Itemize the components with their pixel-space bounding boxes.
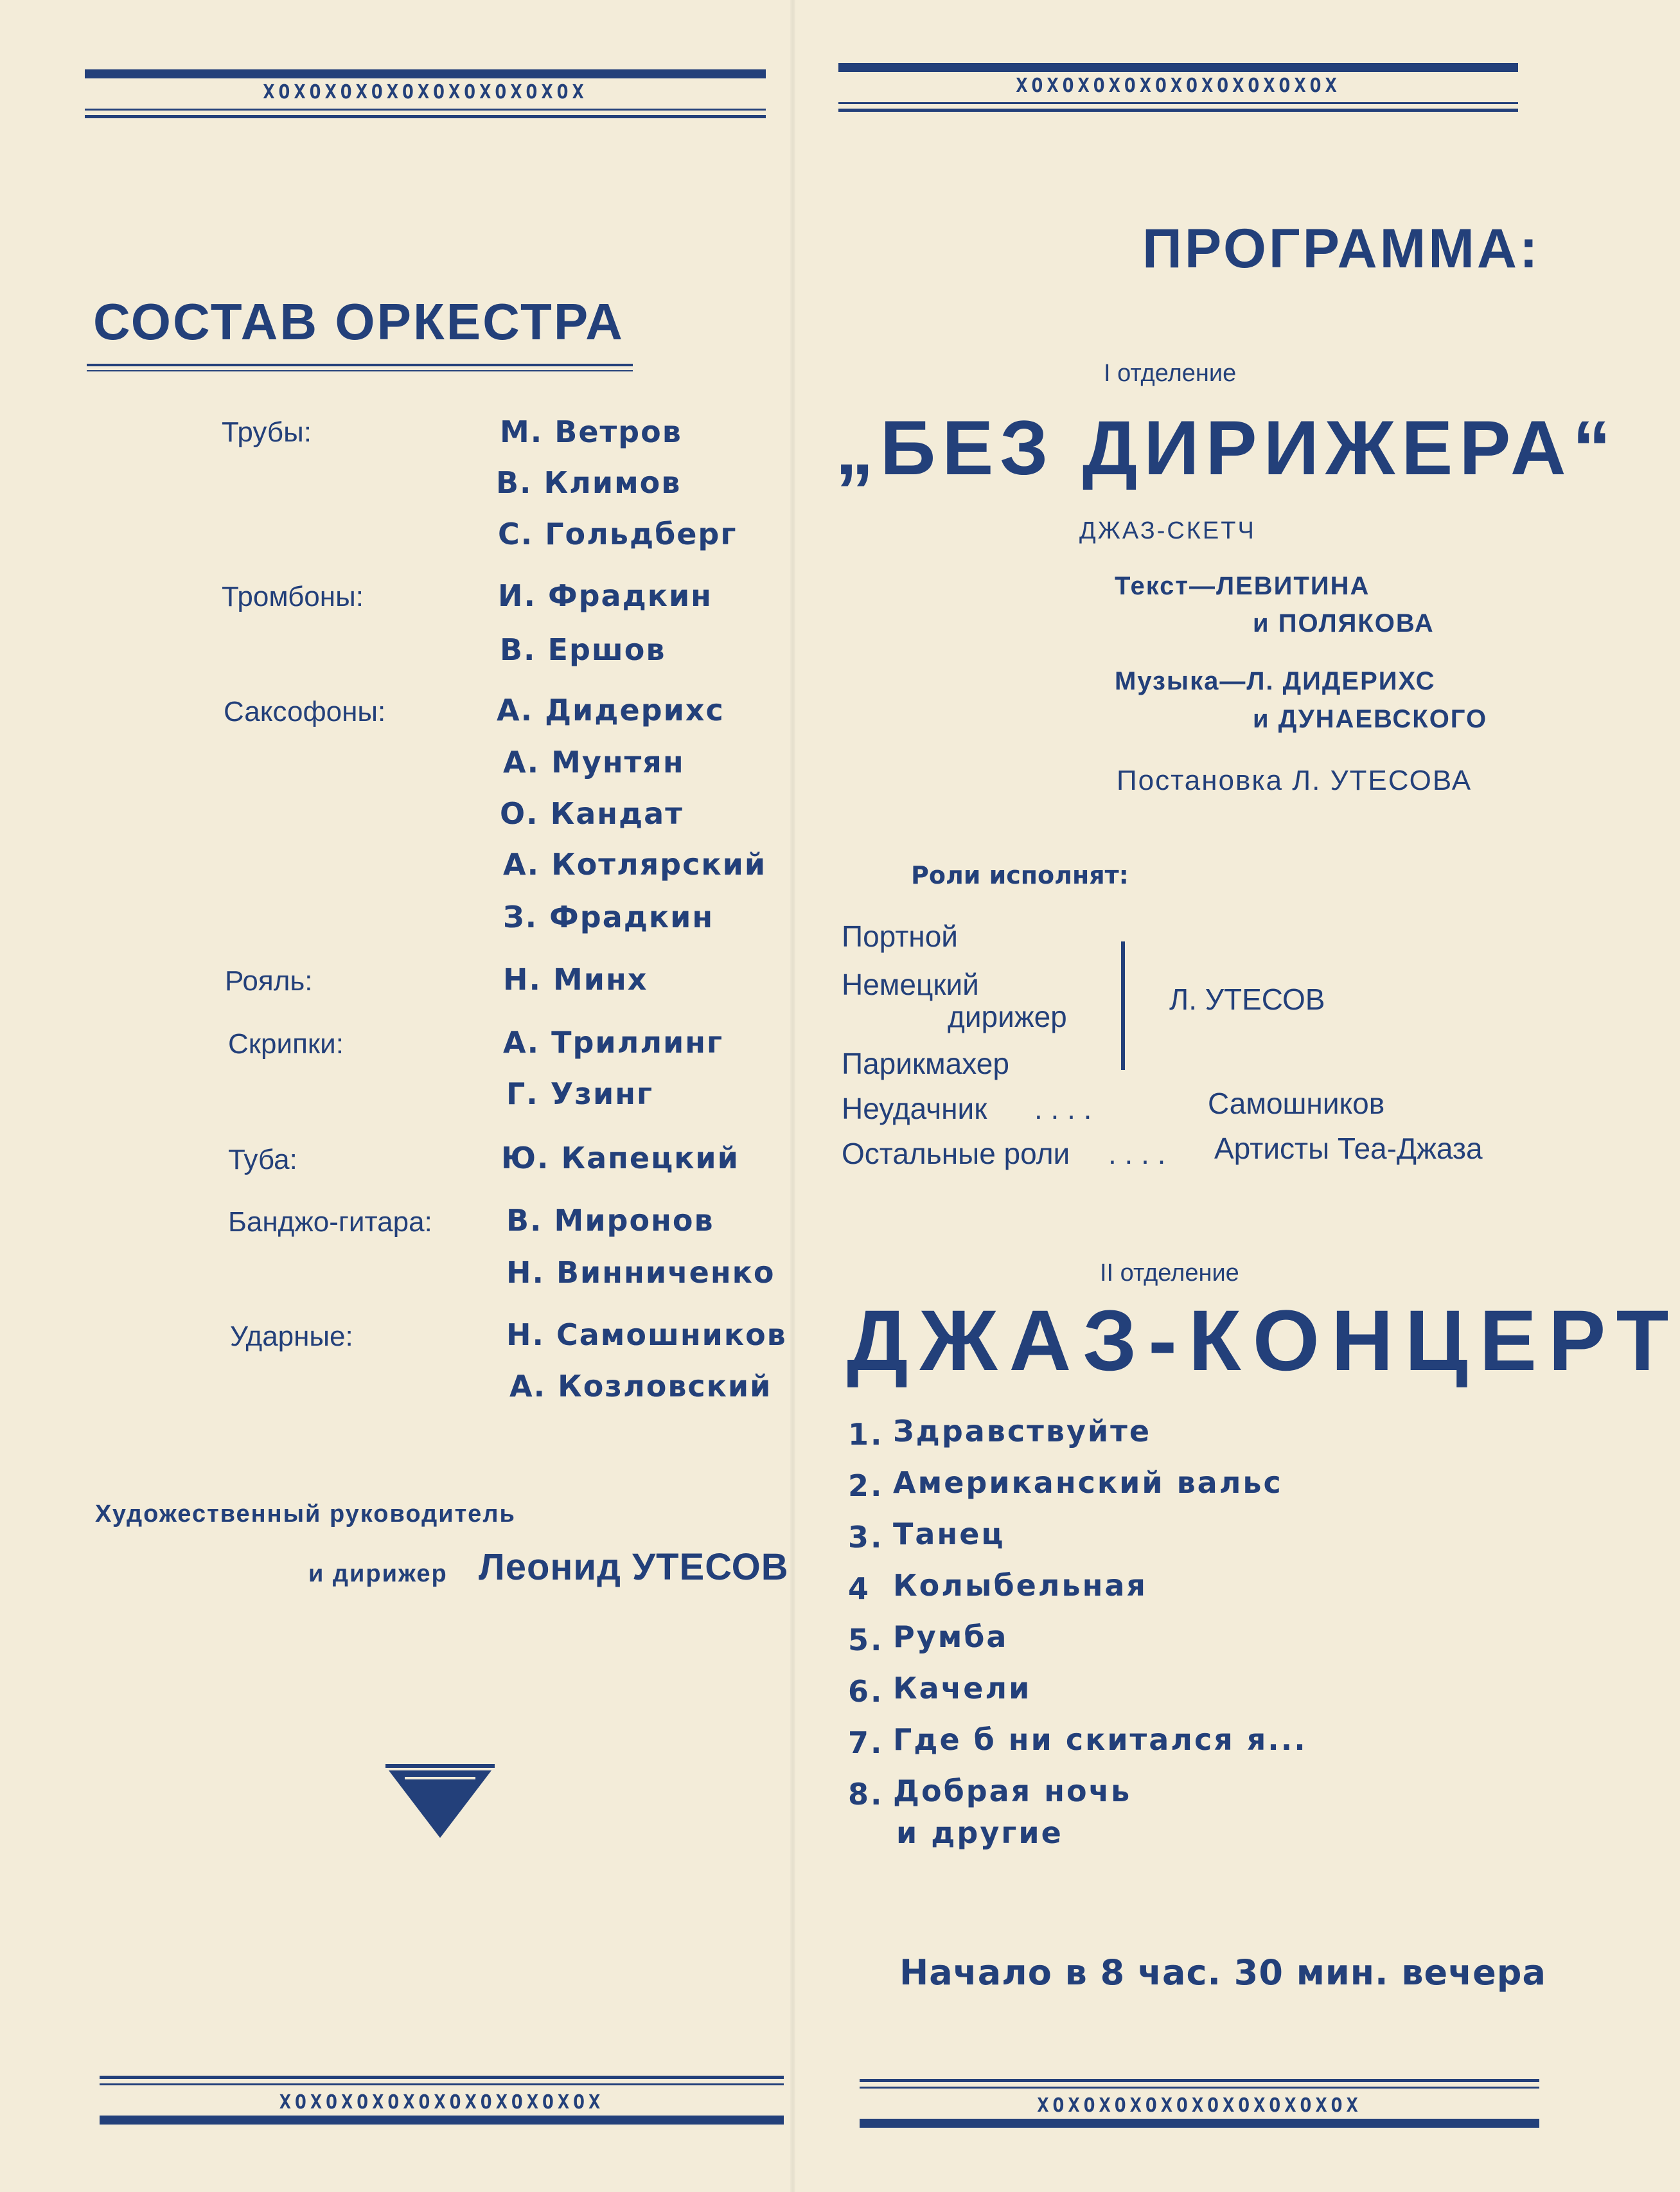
instrument-label: Туба: bbox=[228, 1144, 297, 1175]
role-name: Остальные роли bbox=[842, 1137, 1070, 1170]
left-bottom-border bbox=[100, 2076, 784, 2125]
instrument-label: Ударные: bbox=[230, 1321, 353, 1352]
fold-line bbox=[790, 0, 795, 2192]
border-bar bbox=[85, 69, 766, 78]
role-actor: Л. УТЕСОВ bbox=[1169, 983, 1325, 1016]
song-number: 8. bbox=[848, 1777, 884, 1812]
player-name: И. Фрадкин bbox=[498, 578, 712, 613]
director-prefix: и дирижер bbox=[308, 1560, 448, 1587]
instrument-label: Скрипки: bbox=[228, 1028, 344, 1060]
song-title: Качели bbox=[893, 1671, 1032, 1706]
border-bar bbox=[860, 2079, 1539, 2082]
border-pattern: ХОХОХОХОХОХОХОХОХОХОХ bbox=[1016, 75, 1341, 97]
player-name: Н. Винниченко bbox=[506, 1255, 775, 1290]
player-name: В. Миронов bbox=[506, 1203, 714, 1238]
heading-underline bbox=[87, 370, 633, 371]
role-actor: Самошников bbox=[1208, 1087, 1385, 1120]
song-number: 2. bbox=[848, 1468, 884, 1503]
director-name: Леонид УТЕСОВ bbox=[479, 1546, 789, 1588]
song-number: 1. bbox=[848, 1417, 884, 1452]
text-credit: и ПОЛЯКОВА bbox=[1253, 609, 1435, 637]
right-bottom-border bbox=[860, 2079, 1539, 2128]
border-bar bbox=[85, 115, 766, 118]
program-heading: ПРОГРАММА: bbox=[1142, 218, 1541, 280]
player-name: М. Ветров bbox=[500, 414, 682, 449]
left-top-border bbox=[85, 69, 766, 118]
music-credit: Музыка—Л. ДИДЕРИХС bbox=[1115, 667, 1436, 695]
instrument-label: Тромбоны: bbox=[222, 581, 364, 612]
border-bar bbox=[85, 109, 766, 111]
player-name: А. Дидерихс bbox=[497, 693, 725, 727]
emblem-icon bbox=[385, 1764, 495, 1841]
instrument-label: Саксофоны: bbox=[224, 696, 386, 727]
border-pattern: ХОХОХОХОХОХОХОХОХОХОХ bbox=[263, 81, 588, 103]
player-name: Н. Самошников bbox=[506, 1317, 787, 1352]
role-name: Немецкий bbox=[842, 968, 979, 1001]
player-name: А. Триллинг bbox=[503, 1025, 724, 1060]
music-credit: и ДУНАЕВСКОГО bbox=[1253, 705, 1488, 733]
role-dots: . . . . bbox=[1034, 1092, 1092, 1125]
player-name: Ю. Капецкий bbox=[501, 1141, 739, 1175]
song-number: 4 bbox=[848, 1571, 871, 1606]
song-title: Где б ни скитался я... bbox=[893, 1722, 1307, 1757]
border-bar bbox=[860, 2119, 1539, 2128]
song-title: Колыбельная bbox=[893, 1568, 1147, 1603]
part1-label: I отделение bbox=[1104, 360, 1237, 387]
instrument-label: Рояль: bbox=[225, 965, 313, 997]
player-name: С. Гольдберг bbox=[498, 517, 738, 551]
part1-title: „БЕЗ ДИРИЖЕРА“ bbox=[835, 405, 1618, 491]
role-name: Портной bbox=[842, 920, 958, 953]
player-name: В. Климов bbox=[496, 465, 682, 500]
border-bar bbox=[838, 109, 1518, 112]
player-name: Г. Узинг bbox=[506, 1076, 654, 1111]
player-name: О. Кандат bbox=[500, 796, 684, 831]
heading-underline bbox=[87, 364, 633, 366]
start-time: Начало в 8 час. 30 мин. вечера bbox=[899, 1952, 1546, 1993]
director-line: Художественный руководитель bbox=[95, 1501, 516, 1528]
role-name: Неудачник bbox=[842, 1092, 987, 1125]
border-pattern: ХОХОХОХОХОХОХОХОХОХОХ bbox=[279, 2091, 605, 2114]
role-actor: Артисты Теа-Джаза bbox=[1214, 1132, 1483, 1165]
role-name: Парикмахер bbox=[842, 1047, 1009, 1080]
border-bar bbox=[838, 102, 1518, 104]
song-number: 7. bbox=[848, 1725, 884, 1760]
player-name: Н. Минх bbox=[503, 962, 648, 997]
border-bar bbox=[100, 2076, 784, 2079]
staging-credit: Постановка Л. УТЕСОВА bbox=[1117, 765, 1472, 796]
right-top-border bbox=[838, 63, 1518, 112]
player-name: А. Мунтян bbox=[503, 745, 685, 780]
border-bar bbox=[838, 63, 1518, 72]
song-title: Американский вальс bbox=[893, 1465, 1283, 1500]
border-bar bbox=[860, 2087, 1539, 2089]
song-number: 3. bbox=[848, 1520, 884, 1555]
roles-brace bbox=[1121, 941, 1125, 1070]
player-name: З. Фрадкин bbox=[503, 900, 714, 934]
song-number: 5. bbox=[848, 1623, 884, 1657]
role-name: дирижер bbox=[948, 1000, 1067, 1033]
song-extra: и другие bbox=[896, 1815, 1063, 1850]
part1-genre: ДЖАЗ-СКЕТЧ bbox=[1079, 517, 1256, 544]
part2-title: ДЖАЗ-КОНЦЕРТ bbox=[847, 1293, 1680, 1389]
text-credit: Текст—ЛЕВИТИНА bbox=[1115, 572, 1370, 600]
orchestra-heading: СОСТАВ ОРКЕСТРА bbox=[93, 293, 624, 350]
song-title: Танец bbox=[893, 1517, 1005, 1551]
border-pattern: ХОХОХОХОХОХОХОХОХОХОХ bbox=[1037, 2094, 1362, 2117]
border-bar bbox=[100, 2116, 784, 2125]
instrument-label: Банджо-гитара: bbox=[228, 1206, 432, 1238]
player-name: А. Козловский bbox=[509, 1369, 772, 1403]
player-name: В. Ершов bbox=[500, 632, 666, 667]
role-dots: . . . . bbox=[1108, 1137, 1166, 1170]
roles-label: Роли исполнят: bbox=[911, 861, 1129, 889]
player-name: А. Котлярский bbox=[503, 847, 767, 882]
song-number: 6. bbox=[848, 1674, 884, 1709]
song-title: Добрая ночь bbox=[893, 1774, 1132, 1808]
part2-label: II отделение bbox=[1100, 1260, 1239, 1287]
song-title: Румба bbox=[893, 1619, 1009, 1654]
border-bar bbox=[100, 2083, 784, 2085]
instrument-label: Трубы: bbox=[222, 416, 312, 448]
song-title: Здравствуйте bbox=[893, 1414, 1152, 1448]
